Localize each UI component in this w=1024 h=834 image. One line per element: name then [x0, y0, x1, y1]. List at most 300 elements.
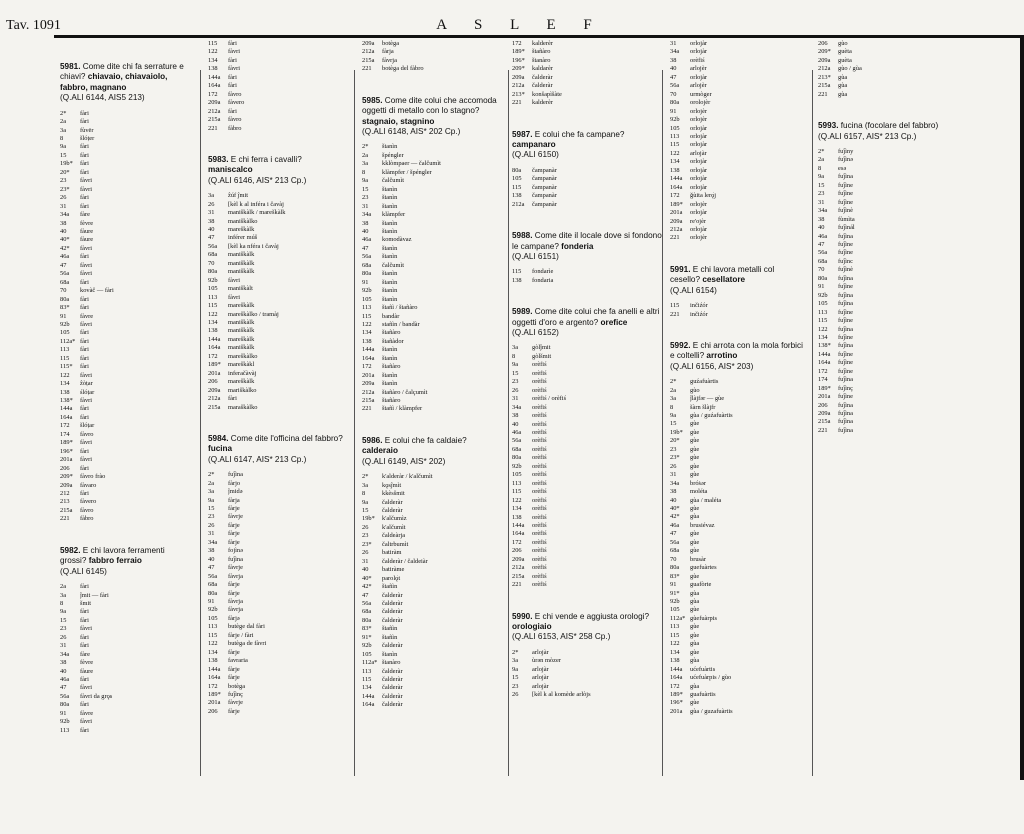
- point-number: 23: [362, 532, 369, 540]
- entry-row: [670, 674, 804, 682]
- point-number: 92b: [60, 320, 70, 328]
- dialect-form: fàrje: [228, 505, 240, 513]
- point-number: 201a: [362, 371, 375, 379]
- entry-row: [362, 659, 504, 667]
- dialect-form: fàvri: [228, 276, 241, 284]
- point-number: 20*: [670, 437, 680, 445]
- entry-row: [362, 583, 504, 591]
- entry-row: [512, 91, 666, 99]
- question-answer: fabbro ferraio: [88, 556, 142, 566]
- dialect-form: ẑòṭar: [80, 380, 93, 388]
- column-divider: [508, 70, 509, 776]
- entry-row: [60, 143, 192, 151]
- point-number: 68a: [60, 278, 70, 286]
- dialect-form: gùa: [838, 82, 848, 90]
- dialect-form: fùmìta: [838, 215, 855, 223]
- point-number: 9a: [362, 177, 369, 185]
- entry-row: [818, 233, 958, 241]
- entry-row: [670, 666, 804, 674]
- point-number: 2*: [362, 473, 369, 481]
- spacer: [362, 414, 504, 436]
- point-number: 122: [208, 310, 218, 318]
- dialect-form: inférer múš: [228, 234, 258, 242]
- point-number: 34a: [670, 48, 680, 56]
- dialect-form: fàri: [80, 278, 89, 286]
- dialect-form: čampanàr: [532, 175, 557, 183]
- point-number: 26: [208, 521, 215, 529]
- point-number: 215a: [512, 572, 525, 580]
- entry-row: [512, 674, 666, 682]
- dialect-form: ẑúf ĵmit: [228, 192, 249, 200]
- spacer: [670, 319, 804, 341]
- entry-row: [60, 355, 192, 363]
- atlas-title: A S L E F: [436, 17, 604, 33]
- dialect-form: fojìnə: [228, 547, 243, 555]
- point-number: 80a: [208, 589, 218, 597]
- point-number: 46a: [362, 236, 372, 244]
- dialect-form: štañì / klàmpfer: [382, 405, 423, 413]
- point-number: 9a: [818, 173, 825, 181]
- point-number: 3a: [670, 395, 677, 403]
- dialect-form: [kèl ka nféra i čavàj: [228, 242, 279, 250]
- dialect-form: štanìn: [382, 202, 398, 210]
- entry-row: [818, 57, 958, 65]
- entry-row: [670, 530, 804, 538]
- point-number: 34a: [208, 538, 218, 546]
- entry-row: [208, 640, 348, 648]
- entry-row: [60, 287, 192, 295]
- entry-row: [208, 683, 348, 691]
- entry-row: [512, 471, 666, 479]
- question-text: E chi lavora metalli col cesello?: [670, 264, 775, 285]
- dialect-form: orèfiś: [532, 369, 547, 377]
- dialect-form: fàrje: [228, 589, 240, 597]
- point-number: 83*: [362, 625, 372, 633]
- spacer: [512, 590, 666, 612]
- point-number: 115: [818, 317, 828, 325]
- entry-row: [818, 385, 958, 393]
- point-number: 212a: [362, 48, 375, 56]
- dialect-form: štañìn: [382, 633, 398, 641]
- dialect-form: štanàro: [532, 56, 551, 64]
- point-number: 221: [818, 426, 828, 434]
- entry-row: [670, 234, 804, 242]
- entry-row: [208, 657, 348, 665]
- entry-row: [208, 480, 348, 488]
- dialect-form: fàvrja: [228, 598, 243, 605]
- dialect-form: fàvri da grǫs: [80, 692, 113, 700]
- dialect-form: fàri: [80, 194, 89, 202]
- dialect-form: fuĵìnè: [838, 207, 853, 215]
- column-divider: [812, 70, 813, 776]
- entry-row: [818, 275, 958, 283]
- dialect-form: fàri: [80, 295, 89, 303]
- point-number: 38: [208, 217, 215, 225]
- question-text: Come dite colui che accomoda oggetti di metallo con lo stagno?: [362, 95, 497, 116]
- point-number: 209*: [512, 65, 525, 73]
- entry-row: [670, 437, 804, 445]
- dialect-form: fàri: [80, 642, 89, 650]
- dialect-form: ślóṭar: [80, 388, 95, 396]
- question-block: [60, 546, 192, 577]
- entry-row: [60, 228, 192, 236]
- point-number: 144a: [208, 665, 221, 673]
- question-text: E chi arrota con la mola forbici e coltelli?: [670, 341, 803, 361]
- dialect-form: čalderàr: [382, 676, 403, 684]
- point-number: 23*: [60, 185, 70, 193]
- point-number: 80a: [670, 564, 680, 572]
- point-number: 80a: [818, 274, 828, 282]
- dialect-form: gùe: [690, 471, 700, 479]
- point-number: 2*: [362, 143, 369, 151]
- point-number: 221: [512, 99, 522, 107]
- point-number: 23: [512, 378, 519, 386]
- point-number: 144a: [818, 350, 831, 358]
- entry-row: [362, 152, 504, 160]
- question-answer: maniscalco: [208, 165, 253, 175]
- dialect-form: inčiźór: [690, 310, 708, 318]
- entry-row: [670, 133, 804, 141]
- point-number: 68a: [512, 445, 522, 453]
- entry-row: [670, 201, 804, 209]
- point-number: 70: [670, 90, 677, 98]
- dialect-form: čalderàr: [382, 692, 403, 700]
- entry-row: [208, 48, 348, 56]
- point-number: 134: [208, 648, 218, 656]
- dialect-form: ĵmit — fàri: [80, 591, 109, 599]
- dialect-form: [kèl k al inféra i čavàj: [228, 200, 284, 208]
- dialect-form: čalderàr: [382, 667, 403, 675]
- point-number: 80a: [60, 701, 70, 709]
- point-number: 212a: [818, 65, 831, 73]
- dialect-form: čampanàr: [532, 183, 557, 191]
- entry-row: [208, 302, 348, 310]
- dialect-form: k'alderàr / k'alčumìt: [382, 473, 433, 481]
- entry-row: [670, 640, 804, 648]
- point-number: 56a: [362, 599, 372, 607]
- entry-row: [60, 414, 192, 422]
- point-number: 122: [208, 48, 218, 56]
- dialect-form: fuĵìna: [838, 325, 853, 333]
- entry-row: [60, 363, 192, 371]
- dialect-form: fuĵìna: [838, 376, 853, 384]
- entry-row: [208, 226, 348, 234]
- question-number: 5992.: [670, 341, 691, 350]
- point-number: 215a: [818, 82, 831, 90]
- dialect-form: orlojàr: [690, 132, 708, 140]
- point-number: 46a: [670, 521, 680, 529]
- dialect-form: klàmpfer / špéngler: [382, 168, 432, 176]
- dialect-form: čaltrbumìt: [382, 540, 409, 548]
- point-number: 221: [670, 234, 680, 242]
- entry-row: [512, 201, 666, 209]
- point-number: 26: [362, 523, 369, 531]
- point-number: 189*: [60, 439, 73, 447]
- point-number: 91: [670, 107, 677, 115]
- dialect-form: orèfiś: [532, 454, 547, 462]
- entry-row: [208, 251, 348, 259]
- entry-row: [670, 192, 804, 200]
- entry-row: [512, 573, 666, 581]
- dialect-form: fuĵìna: [838, 274, 853, 282]
- dialect-form: gùe: [690, 648, 700, 656]
- point-number: 9a: [670, 412, 677, 420]
- entry-row: [362, 253, 504, 261]
- point-number: 221: [512, 581, 522, 589]
- dialect-form: fuĵìnè: [838, 266, 853, 274]
- dialect-form: fuĵìna: [838, 342, 853, 350]
- dialect-form: fàure: [80, 236, 94, 244]
- entry-row: [670, 522, 804, 530]
- entry-row: [208, 116, 348, 124]
- dialect-form: fàri: [80, 168, 89, 176]
- entry-row: [512, 530, 666, 538]
- dialect-form: fàrje: [228, 648, 240, 656]
- entry-row: [512, 497, 666, 505]
- point-number: 70: [208, 259, 215, 267]
- entry-row: [208, 285, 348, 293]
- entry-row: [362, 363, 504, 371]
- point-number: 38: [362, 219, 369, 227]
- dialect-form: gùo / gùa: [838, 65, 862, 73]
- dialect-form: fàrjo: [228, 479, 241, 487]
- dialect-form: gùa: [838, 90, 848, 98]
- point-number: 164a: [818, 359, 831, 367]
- point-number: 91: [362, 278, 369, 286]
- point-number: 56a: [818, 249, 828, 257]
- point-number: 215a: [818, 418, 831, 426]
- point-number: 40: [60, 667, 67, 675]
- point-number: 26: [60, 194, 67, 202]
- dialect-form: fàvre: [80, 312, 94, 320]
- point-number: 212a: [208, 107, 221, 115]
- dialect-form: ùrən mòzer: [532, 657, 561, 665]
- entry-row: [818, 359, 958, 367]
- dialect-form: štañàro: [382, 329, 401, 337]
- point-number: 209a: [818, 410, 831, 418]
- dialect-form: komodàvaz: [382, 236, 412, 244]
- dialect-form: fuĵìna: [228, 471, 243, 479]
- point-number: 2*: [512, 648, 519, 656]
- point-number: 92b: [208, 606, 218, 614]
- point-number: 19b*: [362, 515, 375, 523]
- entry-row: [818, 258, 958, 266]
- point-number: 105: [670, 606, 680, 614]
- entry-row: [512, 539, 666, 547]
- point-number: 209a: [362, 380, 375, 388]
- entry-row: [818, 241, 958, 249]
- entry-row: [208, 623, 348, 631]
- point-number: 46a: [60, 676, 70, 684]
- dialect-form: štanìn: [382, 253, 398, 261]
- entry-row: [60, 346, 192, 354]
- dialect-form: fàri: [228, 40, 237, 47]
- dialect-form: fàri: [80, 109, 89, 117]
- point-number: 213*: [818, 73, 831, 81]
- entry-row: [60, 329, 192, 337]
- plate-number: Tav. 1091: [6, 18, 61, 33]
- dialect-form: bróṡər: [690, 479, 706, 487]
- dialect-form: gùe: [690, 462, 700, 470]
- dialect-form: gùa / guźafuàrtis: [690, 412, 733, 420]
- dialect-form: esə: [838, 164, 847, 172]
- point-number: 2a: [362, 151, 369, 159]
- point-number: 105: [208, 285, 218, 293]
- entry-row: [362, 397, 504, 405]
- question-block: [818, 121, 958, 142]
- dialect-form: fàri: [80, 583, 89, 591]
- point-number: 83*: [670, 572, 680, 580]
- dialect-form: štanàro: [382, 659, 401, 667]
- point-number: 68a: [208, 581, 218, 589]
- dialect-form: orèfiś: [532, 496, 547, 504]
- point-number: 209a: [512, 555, 525, 563]
- point-number: 68a: [208, 251, 218, 259]
- dialect-form: fàri: [228, 107, 237, 115]
- point-number: 3a: [208, 488, 215, 496]
- entry-row: [512, 175, 666, 183]
- entry-row: [60, 338, 192, 346]
- point-number: 201a: [60, 456, 73, 464]
- dialect-form: fàri: [80, 346, 89, 354]
- point-number: 201a: [208, 699, 221, 707]
- point-number: 113: [362, 304, 372, 312]
- question-number: 5987.: [512, 129, 533, 139]
- dialect-form: gùe: [690, 530, 700, 538]
- entry-row: [208, 674, 348, 682]
- point-number: 221: [670, 310, 680, 318]
- entry-row: [60, 482, 192, 490]
- dialect-form: gùe: [690, 454, 700, 462]
- entry-row: [670, 590, 804, 598]
- entry-row: [670, 311, 804, 319]
- point-number: 9a: [60, 143, 67, 151]
- entry-row: [362, 693, 504, 701]
- dialect-form: fàrje: [228, 538, 240, 546]
- entry-row: [208, 530, 348, 538]
- entry-row: [208, 522, 348, 530]
- entry-row: [60, 507, 192, 515]
- point-number: 115: [670, 141, 680, 149]
- entry-row: [512, 454, 666, 462]
- dialect-form: štanìn: [382, 287, 398, 295]
- point-number: 40: [818, 224, 825, 232]
- dialect-form: gùa: [838, 73, 848, 81]
- entry-row: [208, 201, 348, 209]
- entry-row: [208, 65, 348, 73]
- entry-row: [362, 321, 504, 329]
- dialect-form: gùe: [690, 538, 700, 546]
- point-number: 2a: [818, 156, 825, 164]
- dialect-form: guafòrte: [690, 581, 712, 589]
- point-number: 105: [60, 329, 70, 337]
- entry-row: [60, 118, 192, 126]
- dialect-form: fàrje / fàri: [228, 631, 254, 639]
- dialect-form: čalderàr: [382, 701, 403, 709]
- dialect-form: orlojàr: [690, 48, 708, 56]
- entry-row: [60, 186, 192, 194]
- entry-row: [670, 387, 804, 395]
- entry-row: [512, 192, 666, 200]
- point-number: 2*: [60, 109, 67, 117]
- entry-row: [818, 40, 958, 48]
- spacer: [670, 243, 804, 265]
- point-number: 206: [60, 464, 70, 472]
- dialect-form: fuĵìne: [838, 249, 853, 257]
- point-number: 105: [208, 614, 218, 622]
- point-number: 91: [670, 581, 677, 589]
- dialect-form: fàvro: [228, 116, 242, 124]
- dialect-form: štanìn: [382, 194, 398, 202]
- point-number: 8: [60, 599, 64, 607]
- point-number: 47: [670, 73, 677, 81]
- point-number: 9a: [362, 498, 369, 506]
- entry-row: [208, 57, 348, 65]
- dialect-form: štanìn: [382, 219, 398, 227]
- point-number: 56a: [208, 572, 218, 580]
- point-number: 31: [362, 202, 369, 210]
- point-number: 26: [512, 386, 519, 394]
- dialect-form: arlojàr: [532, 674, 549, 682]
- point-number: 221: [818, 90, 828, 98]
- entry-row: [818, 351, 958, 359]
- entry-row: [60, 600, 192, 608]
- point-number: 189*: [670, 690, 683, 698]
- entry-row: [362, 48, 504, 56]
- dialect-form: kǫsĵmìt: [382, 481, 402, 489]
- point-number: 172: [670, 192, 680, 200]
- entry-row: [208, 234, 348, 242]
- dialect-form: fàvri: [80, 177, 93, 185]
- dialect-form: botèga del fàbro: [382, 65, 424, 73]
- entry-row: [818, 165, 958, 173]
- column-2: [208, 40, 348, 780]
- point-number: 3a: [208, 192, 215, 200]
- entry-row: [670, 125, 804, 133]
- entry-row: [818, 393, 958, 401]
- entry-row: [512, 463, 666, 471]
- entry-row: [208, 699, 348, 707]
- dialect-form: fuĵìne: [838, 198, 853, 206]
- point-number: 70: [60, 287, 67, 295]
- entry-row: [818, 283, 958, 291]
- dialect-form: čalderàr: [382, 498, 403, 506]
- dialect-form: štanìn: [382, 371, 398, 379]
- point-number: 47: [362, 244, 369, 252]
- entry-row: [362, 313, 504, 321]
- point-number: 92b: [670, 116, 680, 124]
- entry-row: [818, 317, 958, 325]
- entry-row: [208, 666, 348, 674]
- dialect-form: orèfiś: [532, 471, 547, 479]
- point-number: 15: [60, 616, 67, 624]
- question-text: Come dite il locale dove si fondono le campane?: [512, 231, 662, 251]
- entry-row: [670, 412, 804, 420]
- question-answer: chiavaio, chiavaiolo, fabbro, magnano: [60, 72, 168, 92]
- dialect-form: batiràme: [382, 566, 405, 574]
- question-block: [362, 96, 504, 138]
- entry-row: [362, 329, 504, 337]
- point-number: 212: [60, 490, 70, 498]
- entry-row: [818, 402, 958, 410]
- dialect-form: marešḱàlk: [228, 302, 255, 310]
- dialect-form: čampanàr: [532, 166, 557, 174]
- entry-row: [362, 507, 504, 515]
- point-number: 164a: [208, 674, 221, 682]
- entry-row: [208, 336, 348, 344]
- point-number: 189*: [670, 200, 683, 208]
- dialect-form: orlojèr: [690, 116, 708, 124]
